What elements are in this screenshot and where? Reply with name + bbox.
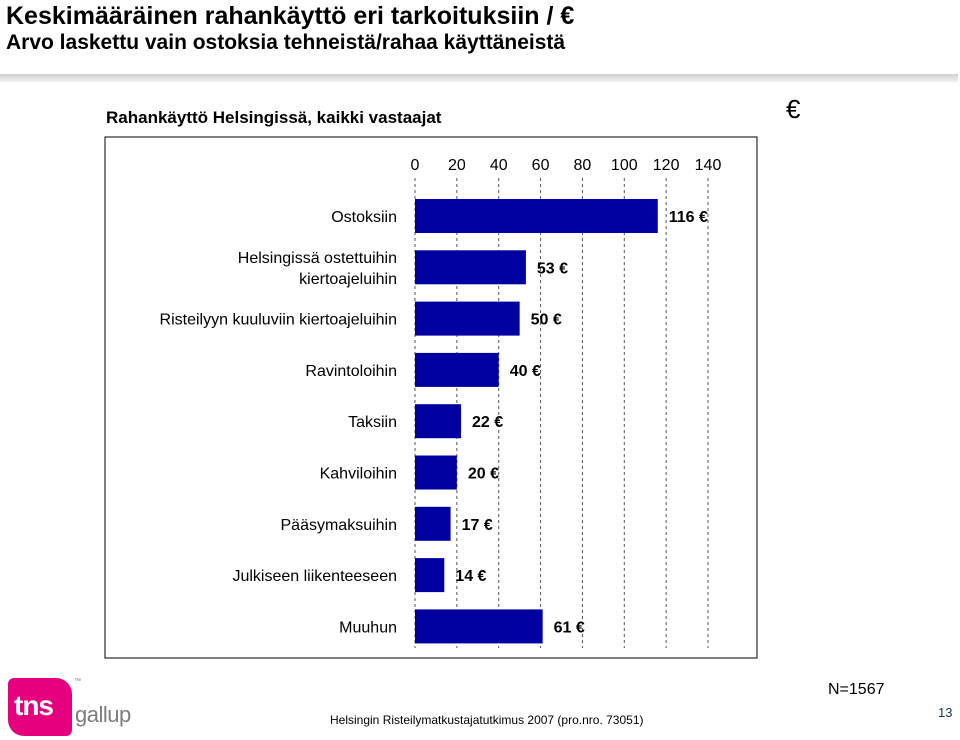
category-label: Ravintoloihin — [305, 362, 397, 380]
source-note: Helsingin Risteilymatkustajatutkimus 2007 (pro.nro. 73051) — [330, 713, 644, 727]
tick-label: 60 — [531, 157, 550, 174]
category-label: Risteilyyn kuuluviin kiertoajeluihin — [159, 311, 397, 329]
bar — [415, 353, 499, 387]
euro-unit-label: € — [786, 94, 801, 124]
bar — [415, 250, 526, 284]
sample-size: N=1567 — [828, 681, 885, 698]
category-label: Ostoksiin — [331, 209, 397, 226]
tick-label: 20 — [447, 157, 466, 174]
data-label: 116 € — [668, 209, 708, 226]
tick-label: 100 — [610, 157, 638, 174]
bar — [415, 558, 444, 592]
category-labels — [160, 209, 397, 636]
data-label: 61 € — [553, 619, 585, 637]
category-label: Pääsymaksuihin — [280, 516, 397, 534]
tick-label: 80 — [573, 157, 592, 174]
tick-label: 140 — [694, 157, 722, 174]
bar — [415, 609, 543, 643]
tick-label: 120 — [652, 157, 680, 174]
category-label: Julkiseen liikenteeseen — [232, 568, 397, 586]
slide-subtitle: Arvo laskettu vain ostoksia tehneistä/rahaa käyttäneistä — [6, 31, 566, 54]
category-label: kiertoajeluihin — [299, 270, 397, 288]
data-label: 17 € — [461, 516, 493, 534]
data-label: 22 € — [472, 414, 504, 432]
x-axis-ticks — [411, 157, 722, 174]
category-label: Kahviloihin — [319, 465, 397, 483]
category-label: Muuhun — [339, 619, 397, 637]
tns-gallup-logo — [8, 678, 133, 738]
slide-title: Keskimääräinen rahankäyttö eri tarkoituksiin / € — [6, 2, 575, 30]
tick-label: 0 — [410, 157, 420, 174]
data-label: 40 € — [509, 362, 541, 380]
data-label: 53 € — [536, 260, 569, 278]
data-label: 50 € — [530, 311, 562, 329]
logo-gallup-text: gallup — [75, 702, 131, 727]
category-label: Taksiin — [348, 414, 397, 432]
chart-title: Rahankäyttö Helsingissä, kaikki vastaajat — [106, 108, 442, 127]
bar — [415, 456, 457, 490]
logo-trademark: ™ — [74, 678, 81, 685]
tick-label: 40 — [489, 157, 508, 174]
bar — [415, 302, 520, 336]
page-number: 13 — [938, 705, 953, 720]
bar — [415, 507, 451, 541]
data-label: 20 € — [467, 465, 499, 483]
bar — [415, 199, 658, 233]
data-label: 14 € — [455, 568, 487, 586]
logo-tns-text: tns — [14, 690, 53, 721]
category-label: Helsingissä ostettuihin — [237, 249, 397, 267]
bar — [415, 404, 461, 438]
